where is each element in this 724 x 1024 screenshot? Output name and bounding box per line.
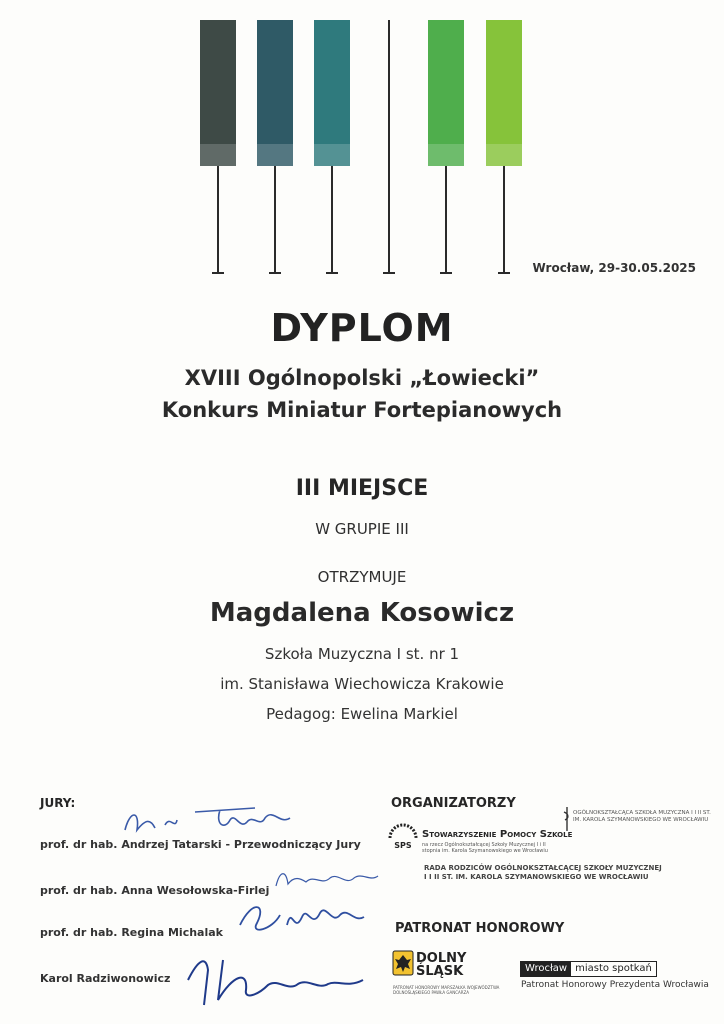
wroclaw-patronage: Patronat Honorowy Prezydenta Wrocławia	[521, 980, 709, 990]
piano-key-1	[200, 20, 236, 166]
sps-label: Stowarzyszenie Pomocy Szkole	[422, 829, 573, 840]
jury-member-2: prof. dr hab. Anna Wesołowska-Firlej	[40, 884, 270, 897]
signature-4	[178, 940, 378, 1010]
competition-name-line1: XVIII Ogólnopolski „Łowiecki”	[184, 366, 540, 390]
wroclaw-logo: Wrocław miasto spotkań	[520, 961, 657, 977]
signature-3	[232, 895, 372, 945]
award-group: W GRUPIE III	[315, 520, 409, 538]
piano-stem-2	[274, 166, 276, 272]
piano-key-3	[314, 20, 350, 166]
dolny-slask-logo: DOLNY ŚLĄSK	[416, 951, 467, 979]
piano-key-5	[428, 20, 464, 166]
school-organizer: OGÓLNOKSZTAŁCĄCA SZKOŁA MUZYCZNA I I II ST. IM. KAROLA SZYMANOWSKIEGO WE WROCŁAWIU	[573, 810, 711, 823]
award-place: III MIEJSCE	[295, 476, 429, 501]
jury-member-3: prof. dr hab. Regina Michalak	[40, 926, 223, 939]
piano-stem-1	[217, 166, 219, 272]
dolny-slask-subtitle: PATRONAT HONOROWY MARSZAŁKA WOJEWÓDZTWA DOLNOŚLĄSKIEGO PAWŁA GANCARZA	[393, 985, 500, 995]
signature-2	[272, 866, 382, 892]
patronage-heading: PATRONAT HONOROWY	[395, 921, 565, 936]
piano-stem-3	[331, 166, 333, 272]
school-name: Szkoła Muzyczna I st. nr 1	[264, 645, 460, 663]
dolny-slask-eagle-icon	[392, 950, 414, 978]
jury-member-4: Karol Radziwonowicz	[40, 972, 171, 985]
organizers-heading: ORGANIZATORZY	[391, 796, 516, 811]
piano-stem-4	[388, 20, 390, 272]
school-patron: im. Stanisława Wiechowicza Krakowie	[220, 675, 504, 693]
diploma-title: DYPLOM	[270, 306, 454, 350]
piano-stem-5	[445, 166, 447, 272]
svg-text:SPS: SPS	[394, 841, 412, 850]
receives-label: OTRZYMUJE	[317, 568, 407, 586]
school-logo	[562, 806, 572, 832]
piano-stem-6	[503, 166, 505, 272]
teacher-name: Pedagog: Ewelina Markiel	[266, 705, 458, 723]
competition-name-line2: Konkurs Miniatur Fortepianowych	[161, 398, 563, 422]
signature-1	[115, 800, 305, 840]
piano-key-6	[486, 20, 522, 166]
jury-heading: JURY:	[40, 796, 76, 810]
recipient-name: Magdalena Kosowicz	[209, 598, 515, 628]
parents-council: RADA RODZICÓW OGÓLNOKSZTAŁCĄCEJ SZKOŁY MUZYCZNEJ I I II ST. IM. KAROLA SZYMANOWSKIEGO WE WROCŁAWIU	[424, 864, 662, 881]
piano-key-2	[257, 20, 293, 166]
sps-subtitle: na rzecz Ogólnokształcącej Szkoły Muzycznej I i II stopnia im. Karola Szymanowskiego we Wrocławiu	[422, 842, 548, 854]
sps-logo	[388, 822, 418, 852]
event-date: Wrocław, 29-30.05.2025	[532, 261, 696, 275]
jury-member-1: prof. dr hab. Andrzej Tatarski - Przewodniczący Jury	[40, 838, 361, 851]
